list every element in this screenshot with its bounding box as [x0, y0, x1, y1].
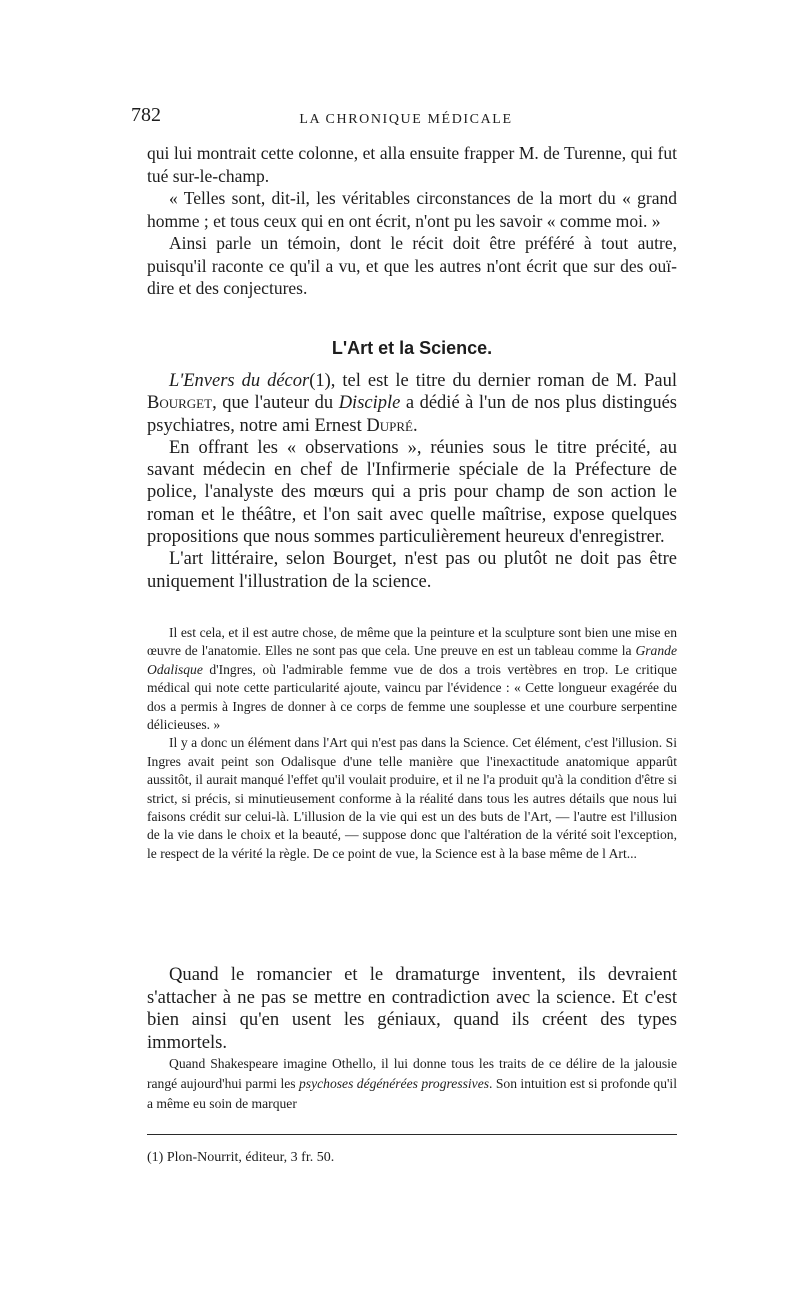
page-number: 782 — [131, 104, 161, 126]
painting-title: Grande Odalisque — [147, 643, 677, 677]
footnote-divider — [147, 1134, 677, 1135]
paragraph: L'art littéraire, selon Bourget, n'est pas ou plutôt ne doit pas être uniquement l'illustration de la science. — [147, 549, 677, 592]
paragraph: Quand le romancier et le dramaturge inventent, ils devraient s'attacher à ne pas se mettre en contradiction avec la science. Et c'est bien ainsi qu'en usent les géniaux, quand ils créent des types immortels. — [147, 964, 677, 1054]
text-block-art-science — [147, 370, 677, 593]
running-title: LA CHRONIQUE MÉDICALE — [299, 112, 513, 127]
quote-paragraph: Il y a donc un élément dans l'Art qui n'est pas dans la Science. Cet élément, c'est l'illusion. Si Ingres avait peint son Odalisque d'une telle manière que l'inexactitude anatomique apparût aussitôt, il aurait manqué l'effet qu'il voulait produire, et il ne l'a produit qu'à la condition d'être si strict, si précis, si minutieusement conforme à la réalité dans tous les autres détails que nous lui faisons crédit sur celui-là. L'illusion de la vie qui est un des buts de l'Art, — l'autre est l'illusion de la vie dans le choix et la beauté, — suppose donc que l'altération de la vérité soit l'exception, le respect de la vérité la règle. De ce point de vue, la Science est à la base même de l Art... — [147, 735, 677, 861]
book-title: Disciple — [338, 393, 401, 414]
quote-paragraph: Il est cela, et il est autre chose, de même que la peinture et la sculpture sont bien une mise en œuvre de l'anatomie. Elles ne sont pas que cela. Une preuve en est un tableau comme la Grande Odalisque d'Ingres, où l'admirable femme vue de dos a trois vertèbres en trop. Le critique médical qui note cette particularité ajoute, vaincu par l'évidence : « Cette longueur exagérée du dos a permis à Ingres de donner à ce corps de femme une souplesse et une courbure serpentine délicieuses. » — [147, 625, 677, 733]
paragraph-envers-du-decor: L'Envers du décor(1), tel est le titre du dernier roman de M. Paul Bourget, que l'auteur du Disciple a dédié à l'un de nos plus distingués psychiatres, notre ami Ernest Dupré. — [147, 371, 677, 436]
text-block-romancier — [147, 964, 677, 1055]
medical-term: psychoses dégénérées progressives — [299, 1076, 490, 1091]
paragraph: Quand Shakespeare imagine Othello, il lui donne tous les traits de ce délire de la jalousie rangé aujourd'hui parmi les psychoses dégénérées progressives. Son intuition est si profonde qu'il a même eu soin de marquer — [147, 1056, 677, 1111]
author-name: Bourget — [147, 393, 213, 414]
text-block-turenne — [147, 142, 677, 300]
text-block-shakespeare — [147, 1054, 677, 1114]
page-header — [131, 104, 679, 134]
footnote: (1) Plon-Nourrit, éditeur, 3 fr. 50. — [147, 1150, 335, 1165]
quoted-paragraph: « Telles sont, dit-il, les véritables circonstances de la mort du « grand homme ; et tous ceux qui en ont écrit, n'ont pu les savoir « comme moi. » — [147, 188, 677, 231]
friend-name: Dupré — [366, 415, 413, 436]
footnote-ref: (1) — [309, 371, 331, 391]
quotation-block — [147, 624, 677, 863]
paragraph: Ainsi parle un témoin, dont le récit doit être préféré à tout autre, puisqu'il raconte ce qu'il a vu, et que les autres n'ont écrit que sur des ouï-dire et des conjectures. — [147, 233, 677, 298]
paragraph: En offrant les « observations », réunies sous le titre précité, au savant médecin en chef de l'Infirmerie spéciale de la Préfecture de police, l'analyste des mœurs qui a pris pour champ de son action le roman et le théâtre, et l'on sait avec quelle maîtrise, expose quelques propositions que nous sommes particulièrement heureux d'enregistrer. — [147, 437, 677, 548]
section-title: L'Art et la Science. — [331, 338, 493, 358]
paragraph: qui lui montrait cette colonne, et alla ensuite frapper M. de Turenne, qui fut tué sur-le-champ. — [147, 143, 677, 186]
novel-title: L'Envers du décor — [169, 371, 310, 391]
